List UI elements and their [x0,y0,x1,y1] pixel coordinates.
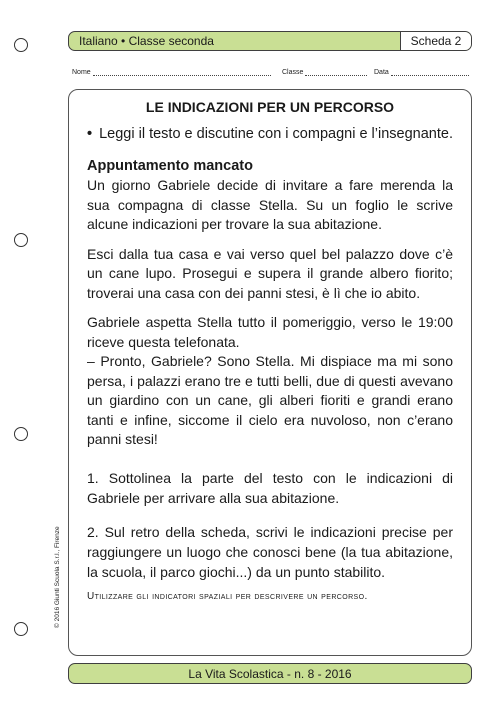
story-paragraph-4: – Pronto, Gabriele? Sono Stella. Mi dispiace ma mi sono persa, i palazzi erano tre e tutti belli, due di questi avevano un giardino con un cane, gli alberi fioriti e grandi erano tanti e infine, siccome il cielo era nuvoloso, non c’erano panni stesi! [87,353,453,447]
intro-instruction [87,124,453,144]
binder-hole-1 [14,38,28,52]
task-1: 1. Sottolinea la parte del testo con le indicazioni di Gabriele per arrivare alla sua abitazione. [87,469,453,506]
binder-hole-3 [14,427,28,441]
class-field[interactable] [282,68,367,76]
hint-note: Utilizzare gli indicatori spaziali per descrivere un percorso. [87,590,368,602]
name-field[interactable] [72,68,271,76]
name-label: Nome [72,69,91,76]
header-bar [68,31,472,51]
story-paragraph-2: Esci dalla tua casa e vai verso quel bel palazzo dove c’è un cane lupo. Prosegui e supera il grande albero fiorito; troverai una casa con dei panni stesi, è lì che io abito. [87,245,453,301]
name-line[interactable] [93,68,271,76]
copyright-text: © 2016 Giunti Scuola S.r.l., Firenze [54,526,61,628]
date-field[interactable] [374,68,469,76]
story-paragraph-1: Un giorno Gabriele decide di invitare a fare merenda la sua compagna di classe Stella. Su un foglio le scrive alcune indicazioni per trovare la sua abitazione. [87,177,453,232]
class-line[interactable] [305,68,367,76]
worksheet-card [68,89,472,656]
story-paragraph-3: Gabriele aspetta Stella tutto il pomeriggio, verso le 19:00 riceve questa telefonata. [87,314,453,350]
footer-label: La Vita Scolastica - n. 8 - 2016 [188,666,352,681]
binder-hole-2 [14,233,28,247]
class-label: Classe [282,69,304,76]
date-line[interactable] [391,68,469,76]
worksheet-title: LE INDICAZIONI PER UN PERCORSO [145,99,395,115]
task-2: 2. Sul retro della scheda, scrivi le indicazioni precise per raggiungere un luogo che conosci bene (la tua abitazione, la scuola, il parco giochi...) da un punto stabilito. [87,523,453,580]
sheet-number: Scheda 2 [400,32,471,50]
bullet-icon: • [87,126,93,142]
intro-text: Leggi il testo e discutine con i compagni e l’insegnante. [99,126,453,142]
subject-label: Italiano • Classe seconda [79,34,214,48]
date-label: Data [374,69,389,76]
footer-bar [68,663,472,684]
story-title: Appuntamento mancato [87,158,253,174]
student-info-fields [72,68,472,80]
binder-hole-4 [14,622,28,636]
